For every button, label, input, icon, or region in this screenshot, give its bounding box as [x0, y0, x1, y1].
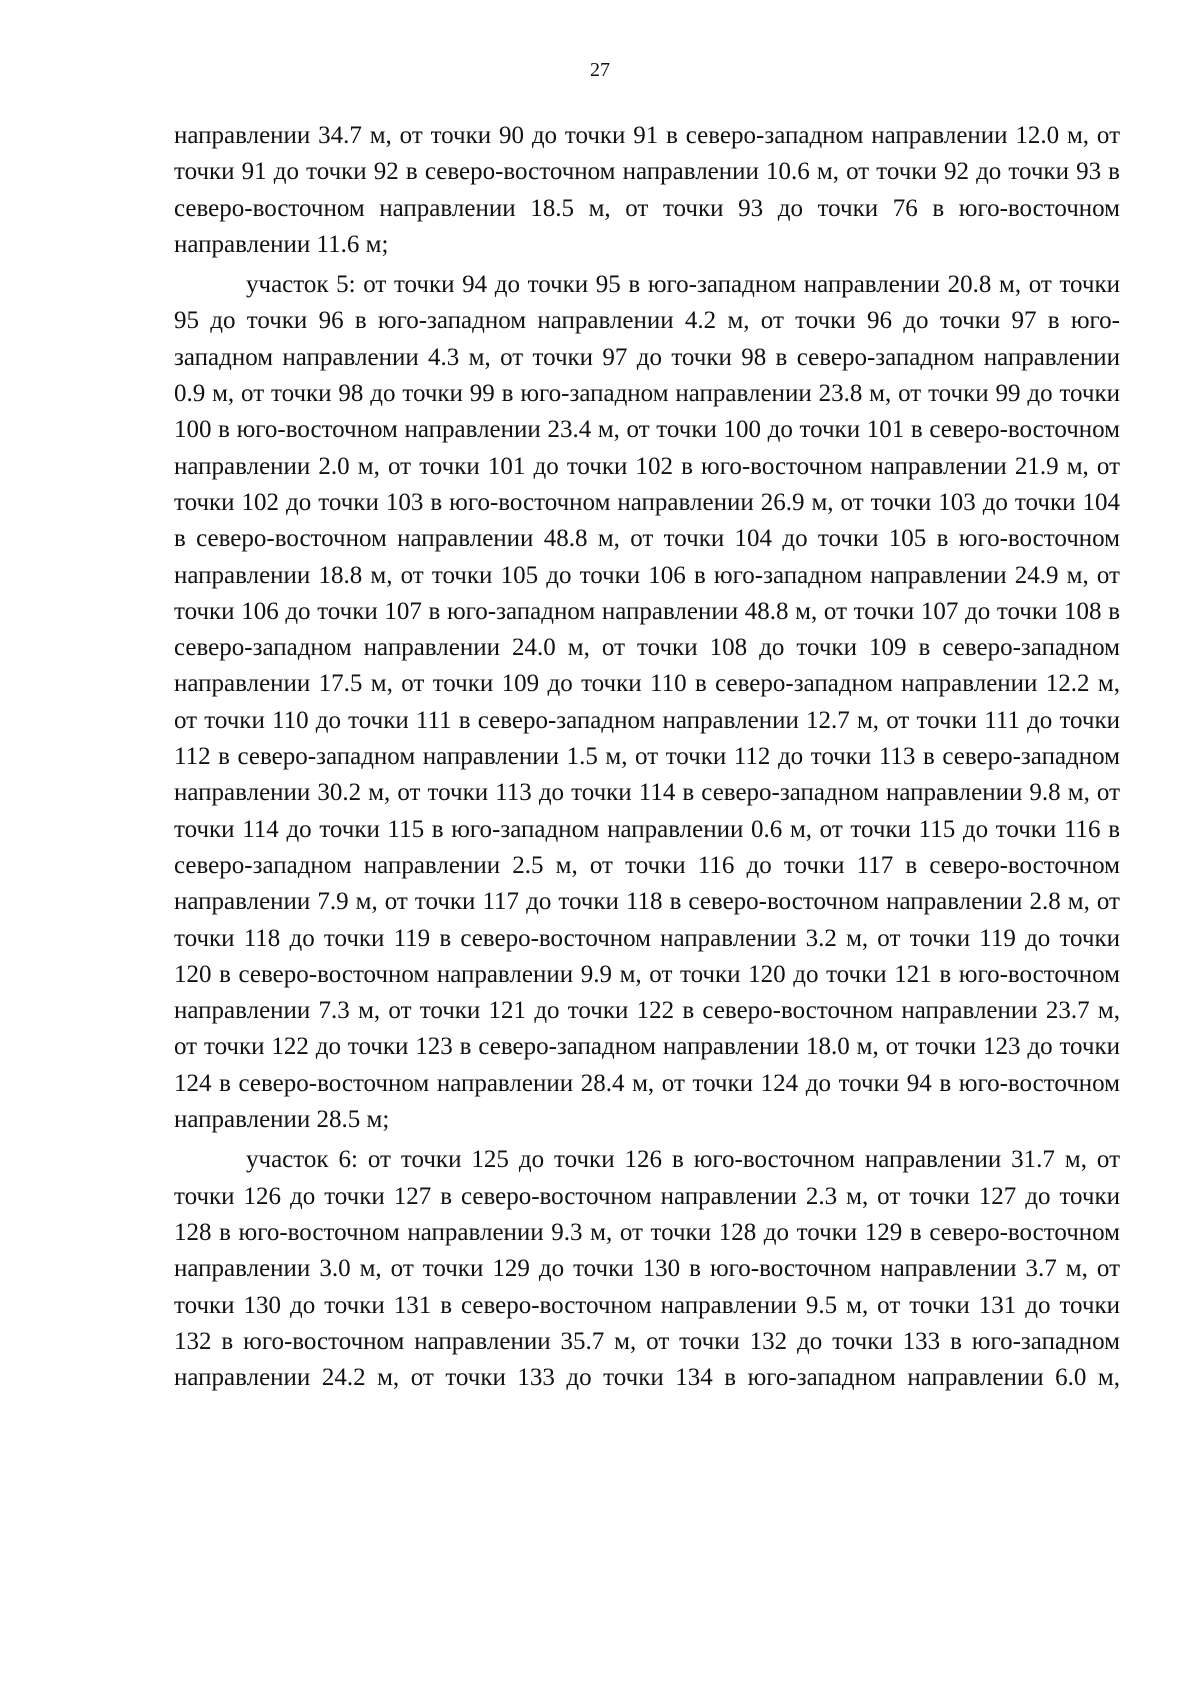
document-body — [174, 118, 1120, 1400]
paragraph-plot-5: участок 5: от точки 94 до точки 95 в юго-западном направлении 20.8 м, от точки 95 до точки 96 в юго-западном направлении 4.2 м, от точки 96 до точки 97 в юго-западном направлении 4.3 м, от точки 97 до точки 98 в северо-западном направлении 0.9 м, от точки 98 до точки 99 в юго-западном направлении 23.8 м, от точки 99 до точки 100 в юго-восточном направлении 23.4 м, от точки 100 до точки 101 в северо-восточном направлении 2.0 м, от точки 101 до точки 102 в юго-восточном направлении 21.9 м, от точки 102 до точки 103 в юго-восточном направлении 26.9 м, от точки 103 до точки 104 в северо-восточном направлении 48.8 м, от точки 104 до точки 105 в юго-восточном направлении 18.8 м, от точки 105 до точки 106 в юго-западном направлении 24.9 м, от точки 106 до точки 107 в юго-западном направлении 48.8 м, от точки 107 до точки 108 в северо-западном направлении 24.0 м, от точки 108 до точки 109 в северо-западном направлении 17.5 м, от точки 109 до точки 110 в северо-западном направлении 12.2 м, от точки 110 до точки 111 в северо-западном направлении 12.7 м, от точки 111 до точки 112 в северо-западном направлении 1.5 м, от точки 112 до точки 113 в северо-западном направлении 30.2 м, от точки 113 до точки 114 в северо-западном направлении 9.8 м, от точки 114 до точки 115 в юго-западном направлении 0.6 м, от точки 115 до точки 116 в северо-западном направлении 2.5 м, от точки 116 до точки 117 в северо-восточном направлении 7.9 м, от точки 117 до точки 118 в северо-восточном направлении 2.8 м, от точки 118 до точки 119 в северо-восточном направлении 3.2 м, от точки 119 до точки 120 в северо-восточном направлении 9.9 м, от точки 120 до точки 121 в юго-восточном направлении 7.3 м, от точки 121 до точки 122 в северо-восточном направлении 23.7 м, от точки 122 до точки 123 в северо-западном направлении 18.0 м, от точки 123 до точки 124 в северо-восточном направлении 28.4 м, от точки 124 до точки 94 в юго-восточном направлении 28.5 м; — [174, 271, 1120, 1134]
paragraph-plot-6: участок 6: от точки 125 до точки 126 в юго-восточном направлении 31.7 м, от точки 126 до точки 127 в северо-восточном направлении 2.3 м, от точки 127 до точки 128 в юго-восточном направлении 9.3 м, от точки 128 до точки 129 в северо-восточном направлении 3.0 м, от точки 129 до точки 130 в юго-восточном направлении 3.7 м, от точки 130 до точки 131 в северо-восточном направлении 9.5 м, от точки 131 до точки 132 в юго-восточном направлении 35.7 м, от точки 132 до точки 133 в юго-западном направлении 24.2 м, от точки 133 до точки 134 в юго-западном направлении 6.0 м, — [174, 1146, 1120, 1392]
page-number: 27 — [590, 59, 610, 81]
paragraph-continuation: направлении 34.7 м, от точки 90 до точки 91 в северо-западном направлении 12.0 м, от точки 91 до точки 92 в северо-восточном направлении 10.6 м, от точки 92 до точки 93 в северо-восточном направлении 18.5 м, от точки 93 до точки 76 в юго-восточном направлении 11.6 м; — [174, 122, 1120, 258]
